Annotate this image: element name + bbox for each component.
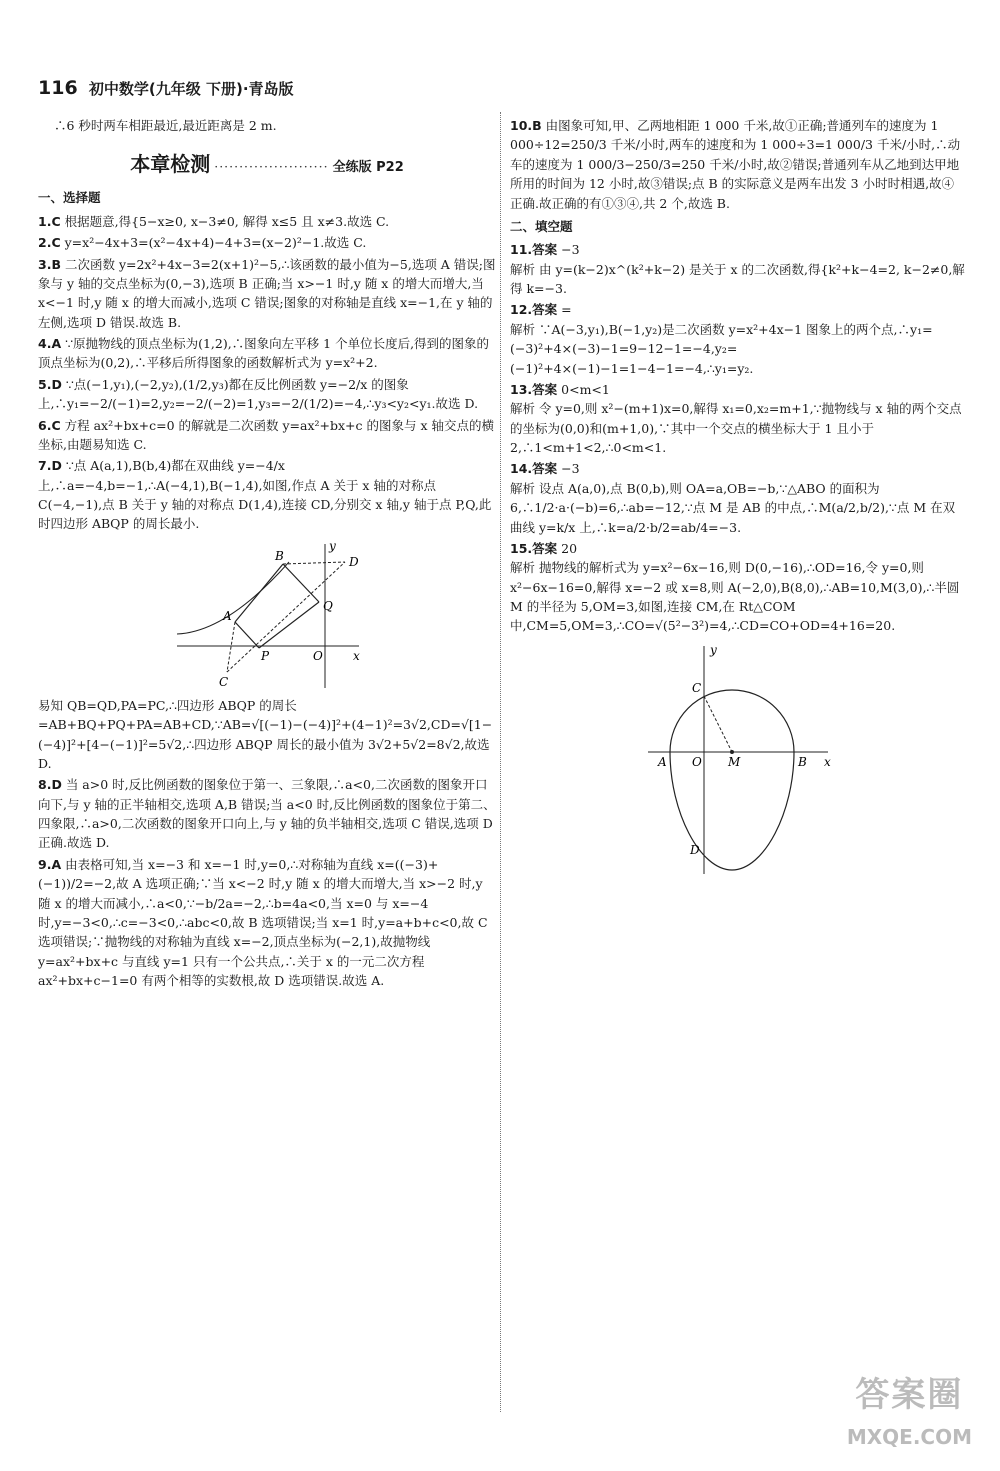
dot-leader: ······················· [214,159,329,175]
label-C: C [219,674,229,689]
quadrilateral-figure [167,540,367,690]
answer-item: 1.C 根据题意,得{5−x≥0, x−3≠0, 解得 x≤5 且 x≠3.故选 C. [38,213,390,229]
label-M: M [727,754,740,769]
fill-item: 15.答案 20 解析 抛物线的解析式为 y=x²−6x−16,则 D(0,−16),∴OD=16,令 y=0,则 x²−6x−16=0,解得 x=−2 或 x=8,则 A(−2,0),B(8,0),∴AB=10,M(3,0),∴半圆 M 的半径为 5,OM=3,如图,连接 CM,在 Rt△COM 中,CM=5,OM=3,∴CO=√(5²−3²)=4,∴CD=CO+OD=4+16=20. [510,540,960,634]
label-O: O [313,648,323,663]
label-Q: Q [323,598,333,613]
answer-item: 3.B 二次函数 y=2x²+4x−3=2(x+1)²−5,∴该函数的最小值为−5,选项 A 错误;图象与 y 轴的交点坐标为(0,−3),选项 B 正确;当 x>−1 时,y 随 x 的增大而增大,当 x<−1 时,y 随 x 的增大而减小,选项 C 错误;图象的对称轴是直线 x=−1,在 y 轴的左侧,选项 D 错误.故选 B. [38,256,496,330]
fill-item: 13.答案 0<m<1 解析 令 y=0,则 x²−(m+1)x=0,解得 x₁=0,x₂=m+1,∵抛物线与 x 轴的两个交点的坐标为(0,0)和(m+1,0),∵其中一个交点的横坐标大于 1 且小于 2,∴1<m+1<2,∴0<m<1. [510,381,962,455]
label-A: A [223,608,232,623]
book-title: 初中数学(九年级 下册)·青岛版 [88,80,294,98]
answer-item: 5.D ∵点(−1,y₁),(−2,y₂),(1/2,y₃)都在反比例函数 y=−2/x 的图象上,∴y₁=−2/(−1)=2,y₂=−2/(−2)=1,y₃=−2/(1/2)=−4,∴y₃<y₂<y₁.故选 D. [38,376,479,412]
section-heading: 二、填空题 [510,218,573,234]
label-B: B [275,548,284,563]
label-x: x [823,754,831,769]
carryover-line: ∴6 秒时两车相距最近,最近距离是 2 m. [54,118,277,133]
label-D: D [349,554,359,569]
egg-curve-figure [638,642,838,877]
label-D: D [689,842,700,857]
answer-item: 8.D 当 a>0 时,反比例函数的图象位于第一、三象限,∴a<0,二次函数的图象开口向下,与 y 轴的正半轴相交,选项 A,B 错误;当 a<0 时,反比例函数的图象位于第二、四象限,∴a>0,二次函数的图象开口向上,与 y 轴的负半轴相交,选项 C 错误,选项 D 正确.故选 D. [38,777,496,851]
label-B: B [797,754,807,769]
label-x: x [353,648,360,663]
answer-item: 易知 QB=QD,PA=PC,∴四边形 ABQP 的周长=AB+BQ+PQ+PA=AB+CD,∵AB=√[(−1)−(−4)]²+(4−1)²=3√2,CD=√[1−(−4)]²+[4−(−1)]²=5√2,∴四边形 ABQP 周长的最小值为 3√2+5√2=8√2,故选 D. [38,697,493,771]
label-C: C [691,680,701,695]
label-A: A [657,754,667,769]
fill-item: 12.答案 = 解析 ∵A(−3,y₁),B(−1,y₂)是二次函数 y=x²+4x−1 图象上的两个点,∴y₁=(−3)²+4×(−3)−1=9−12−1=−4,y₂=(−1)²+4×(−1)−1=1−4−1=−4,∴y₁=y₂. [510,302,933,376]
watermark-brand: 答案圈 [855,1375,964,1416]
answer-item: 7.D ∵点 A(a,1),B(b,4)都在双曲线 y=−4/x 上,∴a=−4,b=−1,∴A(−4,1),B(−1,4),如图,作点 A 关于 x 轴的对称点 C(−4,−1),点 B 关于 y 轴的对称点 D(1,4),连接 CD,分别交 x 轴,y 轴于点 P,Q,此时四边形 ABQP 的周长最小. [38,458,492,532]
label-P: P [261,648,270,663]
answer-item: 9.A 由表格可知,当 x=−3 和 x=−1 时,y=0,∴对称轴为直线 x=((−3)+(−1))/2=−2,故 A 选项正确;∵当 x<−2 时,y 随 x 的增大而增大,当 x>−2 时,y 随 x 的增大而减小,∴a<0,∵−b/2a=−2,∴b=4a<0,当 x=0 与 x=−4 时,y=−3<0,∴c=−3<0,∴abc<0,故 B 选项错误;当 x=1 时,y=a+b+c<0,故 C 选项错误;∵抛物线的对称轴为直线 x=−2,顶点坐标为(−2,1),故抛物线 y=ax²+bx+c 与直线 y=1 只有一个公共点,∴关于 x 的一元二次方程 ax²+bx+c−1=0 有两个相等的实数根,故 D 选项错误.故选 A. [38,856,488,988]
page-header [38,74,294,103]
left-column [38,116,496,992]
fill-item: 11.答案 −3 解析 由 y=(k−2)x^(k²+k−2) 是关于 x 的二次函数,得{k²+k−4=2, k−2≠0,解得 k=−3. [510,242,965,296]
label-O: O [691,754,702,769]
right-column [510,116,965,883]
label-y: y [329,539,336,553]
page-number: 116 [38,77,78,99]
label-y: y [709,642,717,657]
watermark-url: MXQE.COM [846,1425,972,1449]
chapter-ref: 全练版 P22 [332,160,404,176]
answer-item: 6.C 方程 ax²+bx+c=0 的解就是二次函数 y=ax²+bx+c 的图象与 x 轴交点的横坐标,由题易知选 C. [38,417,494,452]
answer-item: 2.C y=x²−4x+3=(x²−4x+4)−4+3=(x−2)²−1.故选 C. [38,235,367,251]
chapter-title: 本章检测 [130,152,211,177]
watermark [847,1369,972,1453]
answer-item: 4.A ∵原抛物线的顶点坐标为(1,2),∴图象向左平移 1 个单位长度后,得到的图象的顶点坐标为(0,2),∴平移后所得图象的函数解析式为 y=x²+2. [38,336,490,371]
answer-item: 10.B 由图象可知,甲、乙两地相距 1 000 千米,故①正确;普通列车的速度为 1 000÷12=250/3 千米/小时,两车的速度和为 1 000÷3=1 000/3 千米/小时,∴动车的速度为 1 000/3−250/3=250 千米/小时,故②错误;普通列车从乙地到达甲地所用的时间为 12 小时,故③错误;点 B 的实际意义是两车出发 3 小时时相遇,故④正确.故正确的有①③④,共 2 个,故选 B. [510,118,961,211]
chapter-heading [38,149,496,180]
section-heading: 一、选择题 [38,190,101,206]
column-divider [500,112,501,1412]
fill-item: 14.答案 −3 解析 设点 A(a,0),点 B(0,b),则 OA=a,OB=−b,∵△ABO 的面积为 6,∴1/2·a·(−b)=6,∴ab=−12,∵点 M 是 AB 的中点,∴M(a/2,b/2),∵点 M 在双曲线 y=k/x 上,∴k=a/2·b/2=ab/4=−3. [510,461,956,535]
